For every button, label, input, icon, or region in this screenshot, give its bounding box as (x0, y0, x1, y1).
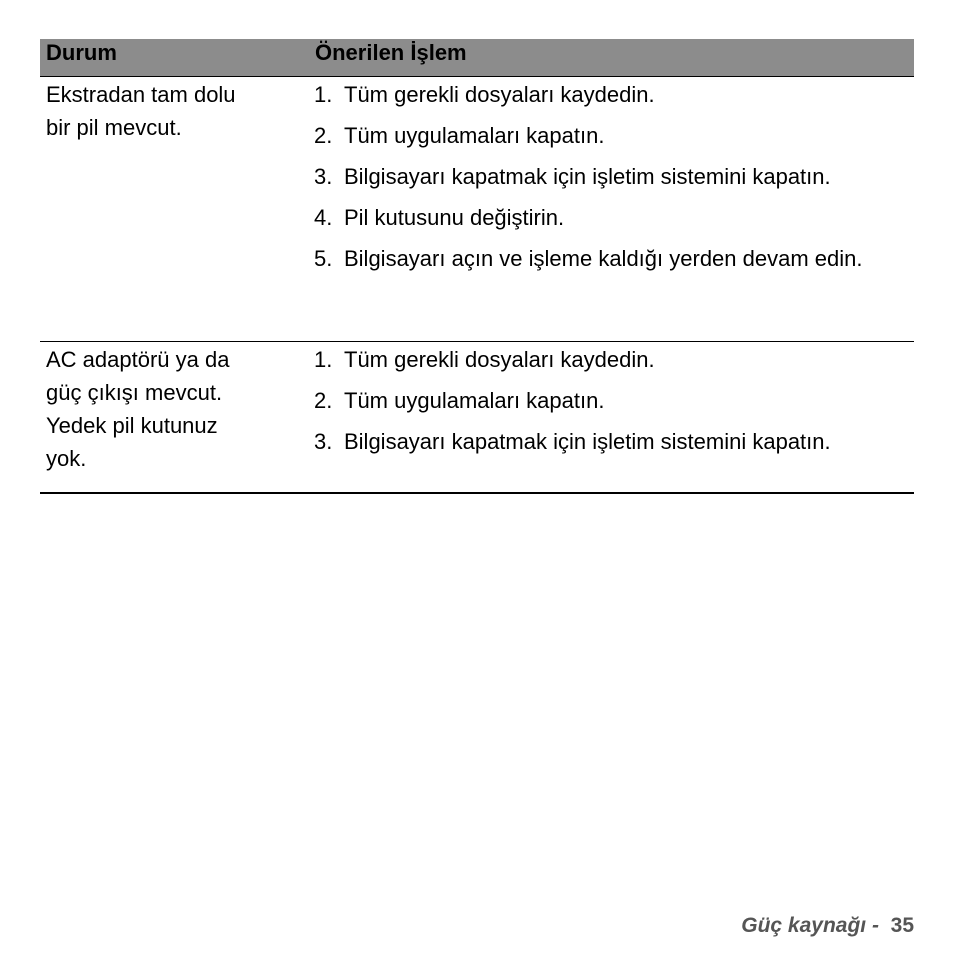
action-text: Pil kutusunu değiştirin. (344, 205, 565, 230)
condition-line: güç çıkışı mevcut. (46, 380, 223, 405)
action-number: 5. (314, 246, 333, 271)
action-number: 1. (314, 82, 333, 107)
page-number: 35 (890, 914, 914, 937)
action-number: 2. (314, 388, 333, 413)
condition-cell (40, 77, 312, 341)
actions-cell (312, 342, 914, 492)
action-text: Bilgisayarı kapatmak için işletim sistemini kapatın. (344, 164, 831, 189)
footer-section-title: Güç kaynağı - (741, 914, 879, 937)
actions-cell (312, 77, 914, 341)
action-text: Tüm gerekli dosyaları kaydedin. (344, 82, 655, 107)
table-row (40, 342, 914, 494)
action-text: Tüm uygulamaları kapatın. (344, 388, 605, 413)
action-item (314, 425, 908, 458)
action-list (314, 78, 908, 275)
condition-line: bir pil mevcut. (46, 115, 182, 140)
action-number: 1. (314, 347, 333, 372)
action-text: Bilgisayarı kapatmak için işletim sistemini kapatın. (344, 429, 831, 454)
condition-line: Ekstradan tam dolu (46, 82, 236, 107)
header-onerilen-islem: Önerilen İşlem (315, 40, 467, 65)
condition-line: yok. (46, 446, 87, 471)
action-item (314, 119, 908, 152)
action-item (314, 242, 908, 275)
action-item (314, 78, 908, 111)
table-header (40, 39, 914, 77)
table-row (40, 77, 914, 342)
condition-line: Yedek pil kutunuz (46, 413, 218, 438)
action-number: 4. (314, 205, 333, 230)
action-item (314, 343, 908, 376)
action-number: 3. (314, 164, 333, 189)
action-item (314, 201, 908, 234)
action-text: Bilgisayarı açın ve işleme kaldığı yerden devam edin. (344, 246, 863, 271)
action-item (314, 160, 908, 193)
page-footer (741, 914, 914, 938)
action-text: Tüm gerekli dosyaları kaydedin. (344, 347, 655, 372)
recommended-actions-table (40, 39, 914, 494)
action-number: 3. (314, 429, 333, 454)
action-text: Tüm uygulamaları kapatın. (344, 123, 605, 148)
condition-cell (40, 342, 312, 492)
action-item (314, 384, 908, 417)
header-durum: Durum (46, 40, 117, 65)
action-number: 2. (314, 123, 333, 148)
condition-line: AC adaptörü ya da (46, 347, 230, 372)
action-list (314, 343, 908, 458)
